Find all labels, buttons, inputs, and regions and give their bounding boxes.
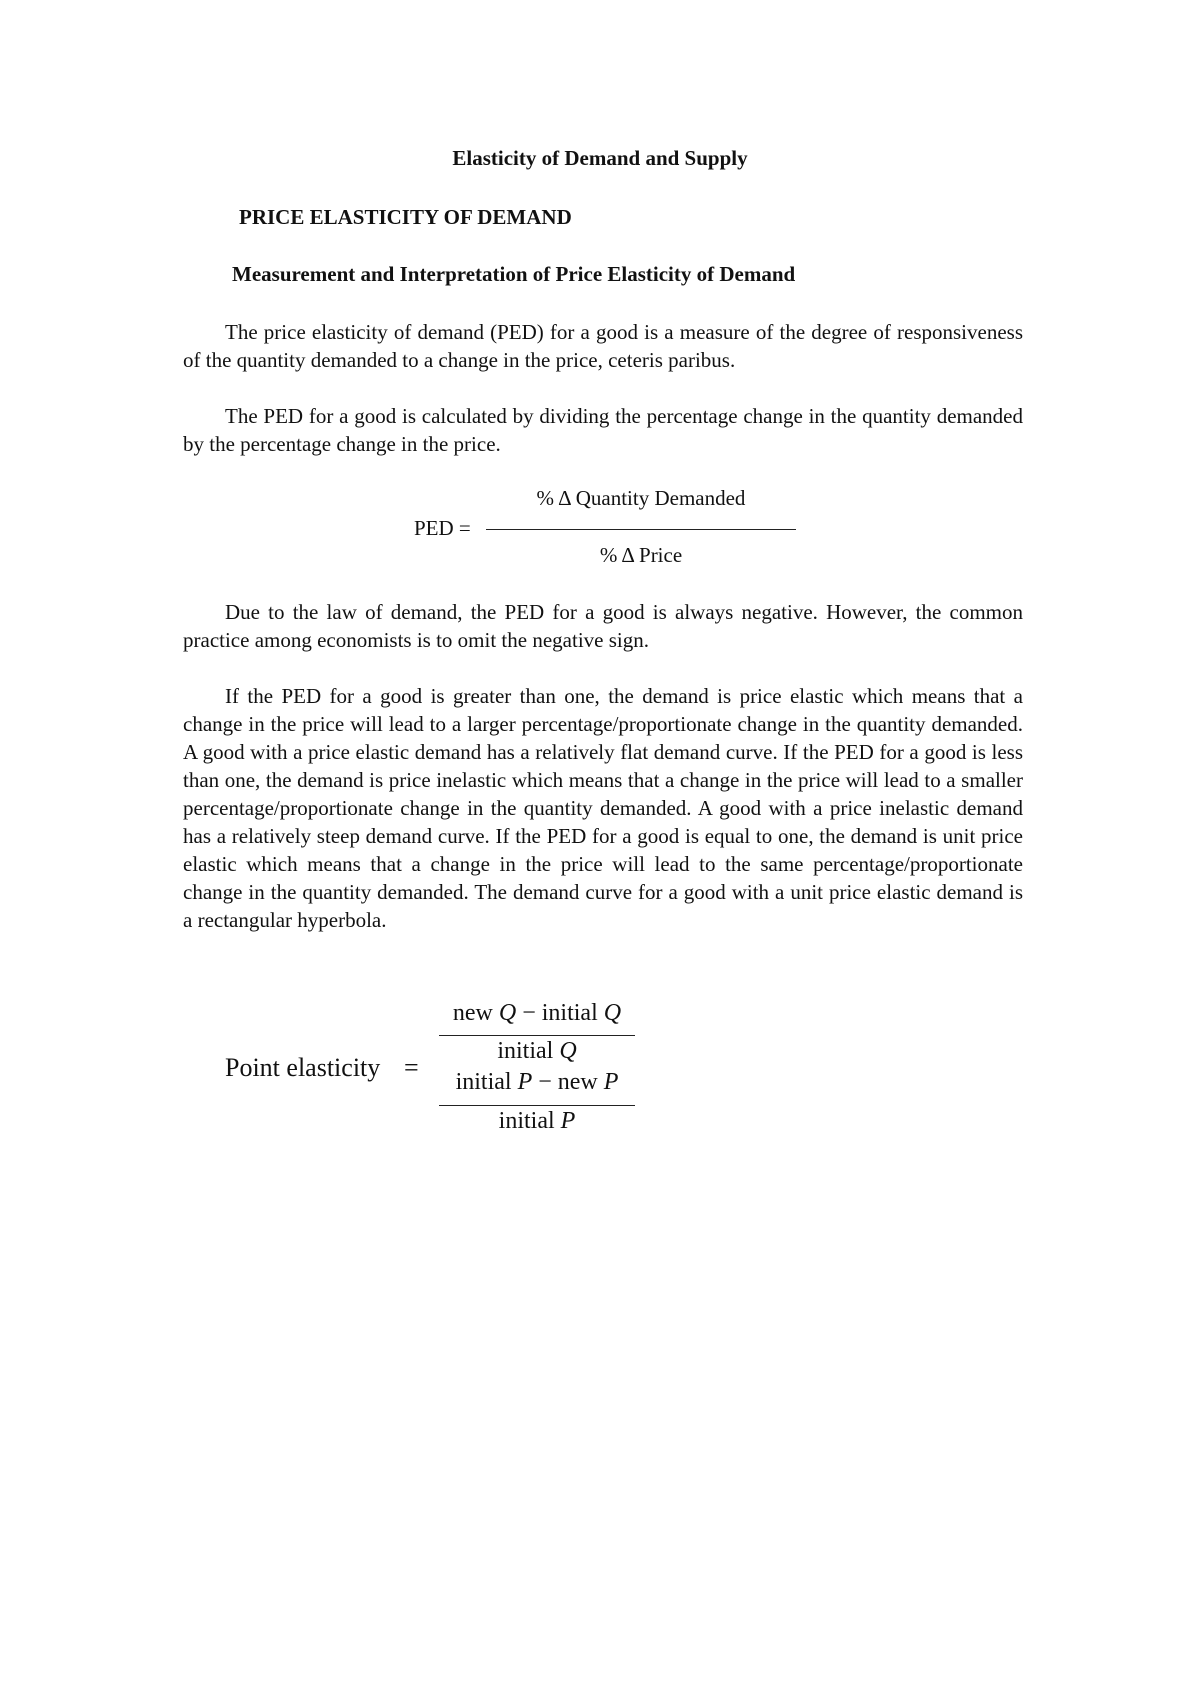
paragraph-definition: The price elasticity of demand (PED) for a good is a measure of the degree of responsiveness of the quantity demanded to a change in the price, ceteris paribus. — [183, 320, 1023, 372]
price-fraction-bar — [439, 1105, 635, 1106]
initial-quantity-expression: initial Q — [497, 1038, 577, 1064]
paragraph-negative-sign: Due to the law of demand, the PED for a good is always negative. However, the common practice among economists is to omit the negative sign. — [183, 600, 1023, 652]
ped-formula-label: PED = — [414, 516, 471, 540]
initial-price-expression: initial P — [498, 1108, 576, 1134]
paragraph-interpretation: If the PED for a good is greater than one, the demand is price elastic which means that a change in the price will lead to a larger percentage/proportionate change in the quantity demanded. A good with a price elastic demand has a relatively flat demand curve. If the PED for a good is less than one, the demand is price inelastic which means that a change in the price will lead to a smaller percentage/proportionate change in the quantity demanded. A good with a price inelastic demand has a relatively steep demand curve. If the PED for a good is equal to one, the demand is unit price elastic which means that a change in the price will lead to the same percentage/proportionate change in the quantity demanded. The demand curve for a good with a unit price elastic demand is a rectangular hyperbola. — [183, 684, 1023, 932]
quantity-change-expression: new Q − initial Q — [452, 1000, 622, 1026]
quantity-fraction-bar — [439, 1035, 635, 1036]
paragraph-calculation: The PED for a good is calculated by dividing the percentage change in the quantity demanded by the percentage change in the price. — [183, 404, 1023, 456]
ped-formula-denominator: % Δ Price — [599, 543, 683, 567]
ped-formula-numerator: % Δ Quantity Demanded — [536, 486, 746, 510]
point-elasticity-equals: = — [404, 1053, 419, 1082]
point-elasticity-label: Point elasticity — [225, 1053, 381, 1082]
document-title: Elasticity of Demand and Supply — [452, 146, 748, 170]
subsection-heading: Measurement and Interpretation of Price Elasticity of Demand — [232, 262, 796, 286]
ped-fraction-bar — [486, 529, 796, 530]
section-heading: PRICE ELASTICITY OF DEMAND — [239, 205, 572, 229]
price-change-expression: initial P − new P — [455, 1069, 619, 1095]
